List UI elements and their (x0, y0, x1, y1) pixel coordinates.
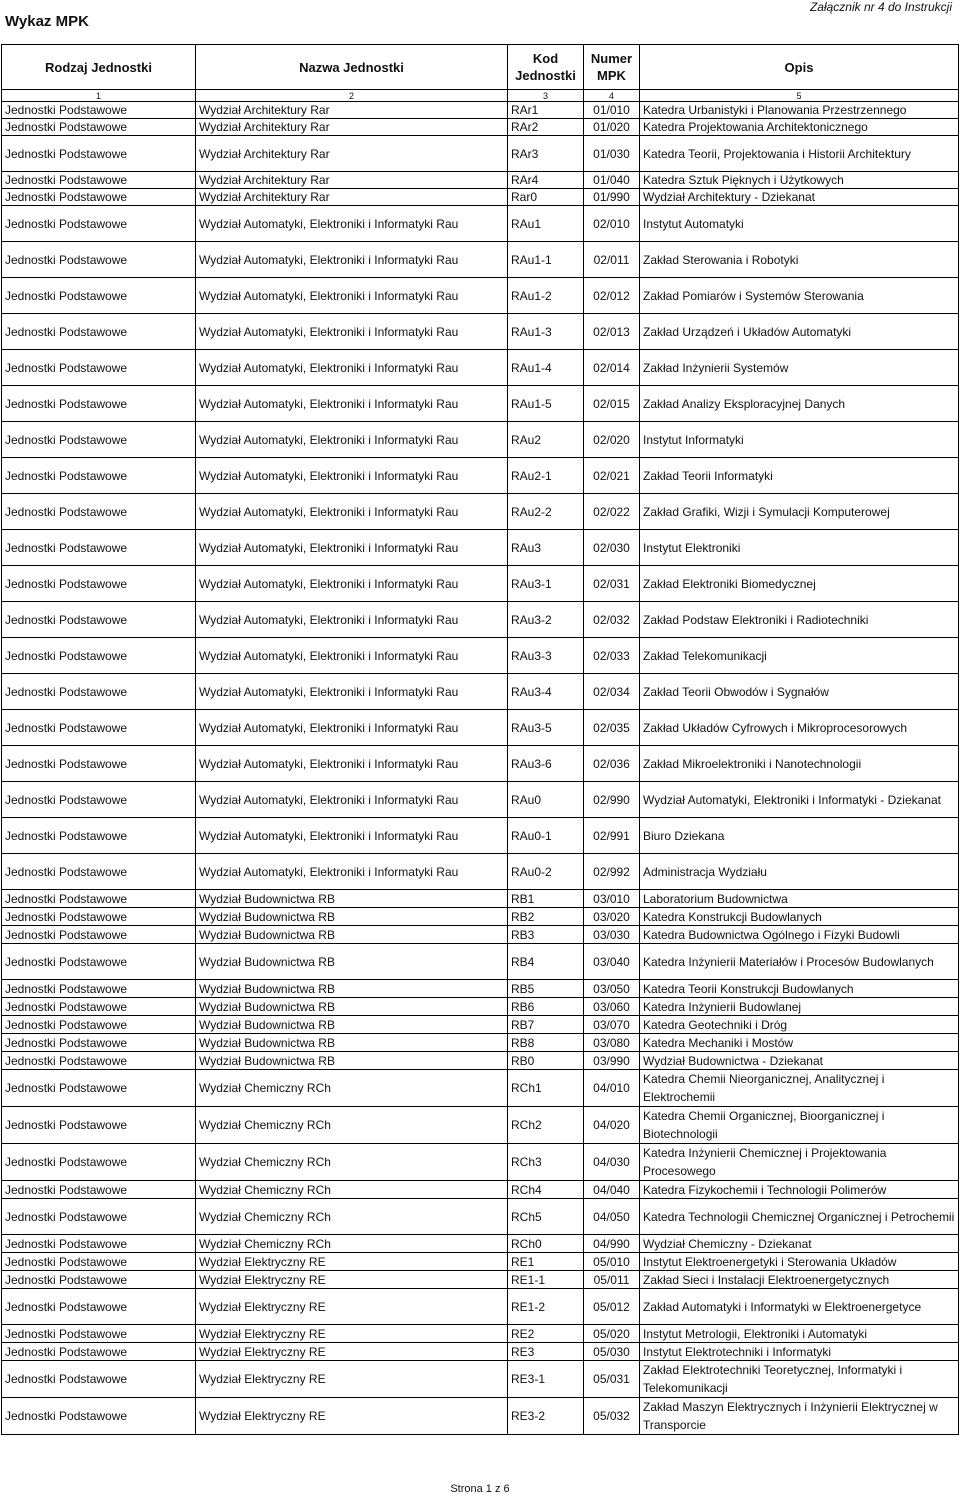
cell-kod: RAu3-4 (508, 674, 584, 710)
cell-numer: 05/031 (584, 1361, 640, 1398)
cell-nazwa: Wydział Automatyki, Elektroniki i Informatyki Rau (196, 350, 508, 386)
cell-nazwa: Wydział Chemiczny RCh (196, 1144, 508, 1181)
cell-nazwa: Wydział Architektury Rar (196, 119, 508, 136)
cell-rodzaj: Jednostki Podstawowe (2, 908, 196, 926)
table-row (2, 422, 959, 458)
cell-numer: 02/036 (584, 746, 640, 782)
cell-kod: RAr3 (508, 136, 584, 172)
attachment-note: Załącznik nr 4 do Instrukcji (809, 0, 952, 14)
table-row (2, 278, 959, 314)
cell-kod: RAu1-3 (508, 314, 584, 350)
cell-rodzaj: Jednostki Podstawowe (2, 422, 196, 458)
cell-kod: RAr2 (508, 119, 584, 136)
cell-opis: Zakład Analizy Eksploracyjnej Danych (640, 386, 959, 422)
table-row (2, 980, 959, 998)
column-number: 5 (640, 90, 959, 102)
cell-opis: Laboratorium Budownictwa (640, 890, 959, 908)
cell-numer: 04/990 (584, 1235, 640, 1253)
cell-opis: Katedra Fizykochemii i Technologii Polimerów (640, 1181, 959, 1199)
cell-kod: RAu2-2 (508, 494, 584, 530)
table-row (2, 1034, 959, 1052)
cell-kod: RAu2 (508, 422, 584, 458)
cell-opis: Zakład Sterowania i Robotyki (640, 242, 959, 278)
cell-opis: Katedra Mechaniki i Mostów (640, 1034, 959, 1052)
table-row (2, 566, 959, 602)
cell-kod: RAu3-6 (508, 746, 584, 782)
cell-nazwa: Wydział Budownictwa RB (196, 1016, 508, 1034)
cell-numer: 01/040 (584, 172, 640, 189)
cell-opis: Zakład Inżynierii Systemów (640, 350, 959, 386)
table-row (2, 1235, 959, 1253)
cell-opis: Zakład Teorii Obwodów i Sygnałów (640, 674, 959, 710)
cell-kod: RAu3 (508, 530, 584, 566)
cell-rodzaj: Jednostki Podstawowe (2, 530, 196, 566)
cell-kod: RE1 (508, 1253, 584, 1271)
cell-kod: RAu3-3 (508, 638, 584, 674)
cell-numer: 02/992 (584, 854, 640, 890)
table-row (2, 782, 959, 818)
cell-opis: Zakład Pomiarów i Systemów Sterowania (640, 278, 959, 314)
cell-numer: 02/030 (584, 530, 640, 566)
cell-opis: Zakład Sieci i Instalacji Elektroenergetycznych (640, 1271, 959, 1289)
cell-nazwa: Wydział Budownictwa RB (196, 908, 508, 926)
cell-rodzaj: Jednostki Podstawowe (2, 1199, 196, 1235)
cell-rodzaj: Jednostki Podstawowe (2, 242, 196, 278)
cell-rodzaj: Jednostki Podstawowe (2, 1361, 196, 1398)
cell-kod: RAr1 (508, 102, 584, 119)
cell-kod: RAu1 (508, 206, 584, 242)
cell-opis: Katedra Sztuk Pięknych i Użytkowych (640, 172, 959, 189)
cell-nazwa: Wydział Elektryczny RE (196, 1289, 508, 1325)
table-row (2, 746, 959, 782)
cell-numer: 01/010 (584, 102, 640, 119)
cell-kod: RCh2 (508, 1107, 584, 1144)
cell-numer: 05/030 (584, 1343, 640, 1361)
cell-kod: RAu2-1 (508, 458, 584, 494)
cell-kod: RAu0-2 (508, 854, 584, 890)
cell-rodzaj: Jednostki Podstawowe (2, 189, 196, 206)
table-row (2, 1070, 959, 1107)
cell-numer: 01/990 (584, 189, 640, 206)
table-row (2, 602, 959, 638)
header-nazwa: Nazwa Jednostki (196, 45, 508, 90)
cell-opis: Instytut Elektrotechniki i Informatyki (640, 1343, 959, 1361)
cell-nazwa: Wydział Automatyki, Elektroniki i Informatyki Rau (196, 458, 508, 494)
cell-opis: Zakład Elektroniki Biomedycznej (640, 566, 959, 602)
cell-rodzaj: Jednostki Podstawowe (2, 1052, 196, 1070)
cell-opis: Zakład Grafiki, Wizji i Symulacji Komputerowej (640, 494, 959, 530)
cell-kod: RAu1-5 (508, 386, 584, 422)
cell-kod: RCh5 (508, 1199, 584, 1235)
table-row (2, 908, 959, 926)
cell-numer: 01/020 (584, 119, 640, 136)
cell-numer: 03/010 (584, 890, 640, 908)
cell-numer: 02/034 (584, 674, 640, 710)
table-row (2, 818, 959, 854)
cell-rodzaj: Jednostki Podstawowe (2, 1070, 196, 1107)
cell-nazwa: Wydział Chemiczny RCh (196, 1181, 508, 1199)
header-rodzaj: Rodzaj Jednostki (2, 45, 196, 90)
cell-nazwa: Wydział Automatyki, Elektroniki i Informatyki Rau (196, 602, 508, 638)
table-row (2, 944, 959, 980)
cell-rodzaj: Jednostki Podstawowe (2, 746, 196, 782)
cell-nazwa: Wydział Budownictwa RB (196, 1034, 508, 1052)
cell-kod: RE3 (508, 1343, 584, 1361)
cell-nazwa: Wydział Chemiczny RCh (196, 1235, 508, 1253)
table-row (2, 1361, 959, 1398)
cell-kod: RAu1-1 (508, 242, 584, 278)
cell-numer: 02/990 (584, 782, 640, 818)
cell-opis: Administracja Wydziału (640, 854, 959, 890)
cell-nazwa: Wydział Elektryczny RE (196, 1271, 508, 1289)
cell-nazwa: Wydział Chemiczny RCh (196, 1199, 508, 1235)
table-row (2, 1398, 959, 1435)
cell-opis: Zakład Automatyki i Informatyki w Elektroenergetyce (640, 1289, 959, 1325)
cell-opis: Katedra Teorii, Projektowania i Historii Architektury (640, 136, 959, 172)
cell-nazwa: Wydział Automatyki, Elektroniki i Informatyki Rau (196, 782, 508, 818)
cell-nazwa: Wydział Automatyki, Elektroniki i Informatyki Rau (196, 566, 508, 602)
cell-rodzaj: Jednostki Podstawowe (2, 782, 196, 818)
table-row (2, 1343, 959, 1361)
table-row (2, 189, 959, 206)
cell-kod: RB1 (508, 890, 584, 908)
cell-numer: 02/011 (584, 242, 640, 278)
cell-nazwa: Wydział Budownictwa RB (196, 1052, 508, 1070)
cell-opis: Katedra Inżynierii Chemicznej i Projektowania Procesowego (640, 1144, 959, 1181)
cell-nazwa: Wydział Elektryczny RE (196, 1361, 508, 1398)
cell-rodzaj: Jednostki Podstawowe (2, 350, 196, 386)
cell-kod: RE1-1 (508, 1271, 584, 1289)
cell-rodzaj: Jednostki Podstawowe (2, 674, 196, 710)
cell-opis: Instytut Informatyki (640, 422, 959, 458)
table-row (2, 119, 959, 136)
cell-nazwa: Wydział Automatyki, Elektroniki i Informatyki Rau (196, 530, 508, 566)
table-row (2, 136, 959, 172)
cell-numer: 05/032 (584, 1398, 640, 1435)
cell-nazwa: Wydział Elektryczny RE (196, 1253, 508, 1271)
table-row (2, 458, 959, 494)
cell-nazwa: Wydział Elektryczny RE (196, 1398, 508, 1435)
cell-numer: 01/030 (584, 136, 640, 172)
table-row (2, 710, 959, 746)
cell-kod: RAu0-1 (508, 818, 584, 854)
cell-rodzaj: Jednostki Podstawowe (2, 1325, 196, 1343)
cell-opis: Katedra Teorii Konstrukcji Budowlanych (640, 980, 959, 998)
cell-rodzaj: Jednostki Podstawowe (2, 926, 196, 944)
cell-rodzaj: Jednostki Podstawowe (2, 1107, 196, 1144)
cell-numer: 03/020 (584, 908, 640, 926)
cell-opis: Instytut Automatyki (640, 206, 959, 242)
cell-numer: 03/990 (584, 1052, 640, 1070)
cell-opis: Zakład Elektrotechniki Teoretycznej, Informatyki i Telekomunikacji (640, 1361, 959, 1398)
cell-rodzaj: Jednostki Podstawowe (2, 1398, 196, 1435)
cell-kod: RB7 (508, 1016, 584, 1034)
cell-numer: 02/032 (584, 602, 640, 638)
table-row (2, 926, 959, 944)
cell-opis: Zakład Układów Cyfrowych i Mikroprocesorowych (640, 710, 959, 746)
table-row (2, 1253, 959, 1271)
cell-opis: Biuro Dziekana (640, 818, 959, 854)
table-row (2, 172, 959, 189)
cell-rodzaj: Jednostki Podstawowe (2, 980, 196, 998)
cell-rodzaj: Jednostki Podstawowe (2, 1235, 196, 1253)
cell-opis: Zakład Maszyn Elektrycznych i Inżynierii Elektrycznej w Transporcie (640, 1398, 959, 1435)
cell-nazwa: Wydział Automatyki, Elektroniki i Informatyki Rau (196, 674, 508, 710)
cell-nazwa: Wydział Automatyki, Elektroniki i Informatyki Rau (196, 746, 508, 782)
cell-rodzaj: Jednostki Podstawowe (2, 602, 196, 638)
cell-nazwa: Wydział Architektury Rar (196, 136, 508, 172)
cell-kod: RCh3 (508, 1144, 584, 1181)
cell-numer: 05/010 (584, 1253, 640, 1271)
cell-kod: RB3 (508, 926, 584, 944)
table-row (2, 1289, 959, 1325)
cell-rodzaj: Jednostki Podstawowe (2, 314, 196, 350)
column-number: 3 (508, 90, 584, 102)
cell-kod: RE3-1 (508, 1361, 584, 1398)
cell-rodzaj: Jednostki Podstawowe (2, 1034, 196, 1052)
cell-kod: RAu3-1 (508, 566, 584, 602)
table-row (2, 494, 959, 530)
table-row (2, 1107, 959, 1144)
cell-numer: 03/030 (584, 926, 640, 944)
cell-rodzaj: Jednostki Podstawowe (2, 102, 196, 119)
header-opis: Opis (640, 45, 959, 90)
cell-nazwa: Wydział Architektury Rar (196, 102, 508, 119)
table-row (2, 1181, 959, 1199)
cell-rodzaj: Jednostki Podstawowe (2, 494, 196, 530)
cell-rodzaj: Jednostki Podstawowe (2, 278, 196, 314)
cell-kod: RE1-2 (508, 1289, 584, 1325)
cell-nazwa: Wydział Automatyki, Elektroniki i Informatyki Rau (196, 242, 508, 278)
table-row (2, 1144, 959, 1181)
cell-opis: Katedra Budownictwa Ogólnego i Fizyki Budowli (640, 926, 959, 944)
cell-numer: 02/035 (584, 710, 640, 746)
cell-numer: 02/022 (584, 494, 640, 530)
table-row (2, 998, 959, 1016)
cell-nazwa: Wydział Budownictwa RB (196, 998, 508, 1016)
cell-kod: RAu0 (508, 782, 584, 818)
cell-nazwa: Wydział Budownictwa RB (196, 890, 508, 908)
cell-numer: 04/050 (584, 1199, 640, 1235)
column-number-row (2, 90, 959, 102)
cell-nazwa: Wydział Automatyki, Elektroniki i Informatyki Rau (196, 386, 508, 422)
cell-opis: Katedra Chemii Nieorganicznej, Analitycznej i Elektrochemii (640, 1070, 959, 1107)
cell-opis: Zakład Teorii Informatyki (640, 458, 959, 494)
cell-opis: Zakład Podstaw Elektroniki i Radiotechniki (640, 602, 959, 638)
cell-numer: 02/033 (584, 638, 640, 674)
column-number: 1 (2, 90, 196, 102)
table-row (2, 674, 959, 710)
table-row (2, 890, 959, 908)
cell-opis: Katedra Geotechniki i Dróg (640, 1016, 959, 1034)
cell-kod: RAu1-4 (508, 350, 584, 386)
cell-numer: 02/010 (584, 206, 640, 242)
cell-opis: Katedra Technologii Chemicznej Organicznej i Petrochemii (640, 1199, 959, 1235)
cell-nazwa: Wydział Elektryczny RE (196, 1343, 508, 1361)
cell-numer: 03/060 (584, 998, 640, 1016)
table-row (2, 350, 959, 386)
cell-numer: 04/030 (584, 1144, 640, 1181)
cell-opis: Katedra Inżynierii Materiałów i Procesów Budowlanych (640, 944, 959, 980)
cell-numer: 04/020 (584, 1107, 640, 1144)
cell-kod: RE3-2 (508, 1398, 584, 1435)
cell-kod: RB5 (508, 980, 584, 998)
cell-rodzaj: Jednostki Podstawowe (2, 710, 196, 746)
cell-numer: 03/040 (584, 944, 640, 980)
table-row (2, 854, 959, 890)
cell-nazwa: Wydział Automatyki, Elektroniki i Informatyki Rau (196, 854, 508, 890)
cell-rodzaj: Jednostki Podstawowe (2, 172, 196, 189)
cell-opis: Wydział Chemiczny - Dziekanat (640, 1235, 959, 1253)
cell-kod: RAu3-2 (508, 602, 584, 638)
cell-nazwa: Wydział Automatyki, Elektroniki i Informatyki Rau (196, 314, 508, 350)
cell-rodzaj: Jednostki Podstawowe (2, 1181, 196, 1199)
cell-nazwa: Wydział Automatyki, Elektroniki i Informatyki Rau (196, 422, 508, 458)
cell-kod: RAu1-2 (508, 278, 584, 314)
cell-rodzaj: Jednostki Podstawowe (2, 1343, 196, 1361)
cell-nazwa: Wydział Automatyki, Elektroniki i Informatyki Rau (196, 494, 508, 530)
cell-rodzaj: Jednostki Podstawowe (2, 890, 196, 908)
cell-opis: Katedra Konstrukcji Budowlanych (640, 908, 959, 926)
table-row (2, 1016, 959, 1034)
table-row (2, 242, 959, 278)
column-number: 4 (584, 90, 640, 102)
cell-opis: Instytut Metrologii, Elektroniki i Automatyki (640, 1325, 959, 1343)
cell-opis: Wydział Budownictwa - Dziekanat (640, 1052, 959, 1070)
cell-numer: 02/013 (584, 314, 640, 350)
cell-numer: 02/021 (584, 458, 640, 494)
cell-numer: 03/050 (584, 980, 640, 998)
cell-nazwa: Wydział Automatyki, Elektroniki i Informatyki Rau (196, 206, 508, 242)
cell-numer: 05/012 (584, 1289, 640, 1325)
cell-numer: 02/015 (584, 386, 640, 422)
table-row (2, 206, 959, 242)
cell-numer: 05/011 (584, 1271, 640, 1289)
cell-rodzaj: Jednostki Podstawowe (2, 206, 196, 242)
cell-opis: Katedra Chemii Organicznej, Bioorganicznej i Biotechnologii (640, 1107, 959, 1144)
cell-rodzaj: Jednostki Podstawowe (2, 119, 196, 136)
cell-nazwa: Wydział Chemiczny RCh (196, 1070, 508, 1107)
cell-rodzaj: Jednostki Podstawowe (2, 1016, 196, 1034)
table-body (2, 102, 959, 1435)
table-row (2, 1325, 959, 1343)
cell-numer: 02/020 (584, 422, 640, 458)
cell-rodzaj: Jednostki Podstawowe (2, 458, 196, 494)
page-footer: Strona 1 z 6 (450, 1483, 510, 1495)
cell-rodzaj: Jednostki Podstawowe (2, 1144, 196, 1181)
cell-kod: RB6 (508, 998, 584, 1016)
cell-numer: 04/040 (584, 1181, 640, 1199)
page-title: Wykaz MPK (5, 13, 89, 30)
cell-kod: RAu3-5 (508, 710, 584, 746)
table-row (2, 1271, 959, 1289)
cell-nazwa: Wydział Elektryczny RE (196, 1325, 508, 1343)
cell-opis: Katedra Projektowania Architektonicznego (640, 119, 959, 136)
cell-rodzaj: Jednostki Podstawowe (2, 1271, 196, 1289)
cell-rodzaj: Jednostki Podstawowe (2, 566, 196, 602)
cell-nazwa: Wydział Automatyki, Elektroniki i Informatyki Rau (196, 278, 508, 314)
cell-rodzaj: Jednostki Podstawowe (2, 998, 196, 1016)
cell-nazwa: Wydział Automatyki, Elektroniki i Informatyki Rau (196, 638, 508, 674)
cell-numer: 04/010 (584, 1070, 640, 1107)
cell-rodzaj: Jednostki Podstawowe (2, 854, 196, 890)
cell-rodzaj: Jednostki Podstawowe (2, 818, 196, 854)
cell-opis: Zakład Telekomunikacji (640, 638, 959, 674)
cell-opis: Instytut Elektroenergetyki i Sterowania Układów (640, 1253, 959, 1271)
cell-nazwa: Wydział Budownictwa RB (196, 926, 508, 944)
cell-numer: 03/070 (584, 1016, 640, 1034)
cell-rodzaj: Jednostki Podstawowe (2, 638, 196, 674)
cell-opis: Katedra Inżynierii Budowlanej (640, 998, 959, 1016)
cell-kod: RB4 (508, 944, 584, 980)
cell-rodzaj: Jednostki Podstawowe (2, 944, 196, 980)
cell-nazwa: Wydział Chemiczny RCh (196, 1107, 508, 1144)
mpk-table (1, 44, 959, 1435)
cell-nazwa: Wydział Architektury Rar (196, 172, 508, 189)
cell-rodzaj: Jednostki Podstawowe (2, 1253, 196, 1271)
cell-rodzaj: Jednostki Podstawowe (2, 136, 196, 172)
cell-opis: Zakład Mikroelektroniki i Nanotechnologii (640, 746, 959, 782)
cell-kod: RAr4 (508, 172, 584, 189)
table-row (2, 1199, 959, 1235)
table-row (2, 386, 959, 422)
table-row (2, 102, 959, 119)
cell-kod: RCh4 (508, 1181, 584, 1199)
header-numer: Numer MPK (584, 45, 640, 90)
cell-nazwa: Wydział Budownictwa RB (196, 944, 508, 980)
cell-kod: Rar0 (508, 189, 584, 206)
cell-nazwa: Wydział Architektury Rar (196, 189, 508, 206)
cell-rodzaj: Jednostki Podstawowe (2, 386, 196, 422)
cell-kod: RCh1 (508, 1070, 584, 1107)
table-row (2, 530, 959, 566)
cell-nazwa: Wydział Automatyki, Elektroniki i Informatyki Rau (196, 710, 508, 746)
cell-opis: Zakład Urządzeń i Układów Automatyki (640, 314, 959, 350)
cell-kod: RB0 (508, 1052, 584, 1070)
table-row (2, 314, 959, 350)
cell-kod: RB2 (508, 908, 584, 926)
cell-numer: 02/014 (584, 350, 640, 386)
cell-opis: Wydział Automatyki, Elektroniki i Informatyki - Dziekanat (640, 782, 959, 818)
cell-nazwa: Wydział Budownictwa RB (196, 980, 508, 998)
cell-numer: 02/991 (584, 818, 640, 854)
cell-numer: 02/012 (584, 278, 640, 314)
table-row (2, 1052, 959, 1070)
cell-nazwa: Wydział Automatyki, Elektroniki i Informatyki Rau (196, 818, 508, 854)
cell-kod: RCh0 (508, 1235, 584, 1253)
header-kod: Kod Jednostki (508, 45, 584, 90)
cell-numer: 03/080 (584, 1034, 640, 1052)
header-row (2, 45, 959, 90)
cell-rodzaj: Jednostki Podstawowe (2, 1289, 196, 1325)
column-number: 2 (196, 90, 508, 102)
cell-numer: 02/031 (584, 566, 640, 602)
cell-kod: RE2 (508, 1325, 584, 1343)
cell-numer: 05/020 (584, 1325, 640, 1343)
table-row (2, 638, 959, 674)
cell-opis: Katedra Urbanistyki i Planowania Przestrzennego (640, 102, 959, 119)
cell-opis: Wydział Architektury - Dziekanat (640, 189, 959, 206)
cell-kod: RB8 (508, 1034, 584, 1052)
cell-opis: Instytut Elektroniki (640, 530, 959, 566)
